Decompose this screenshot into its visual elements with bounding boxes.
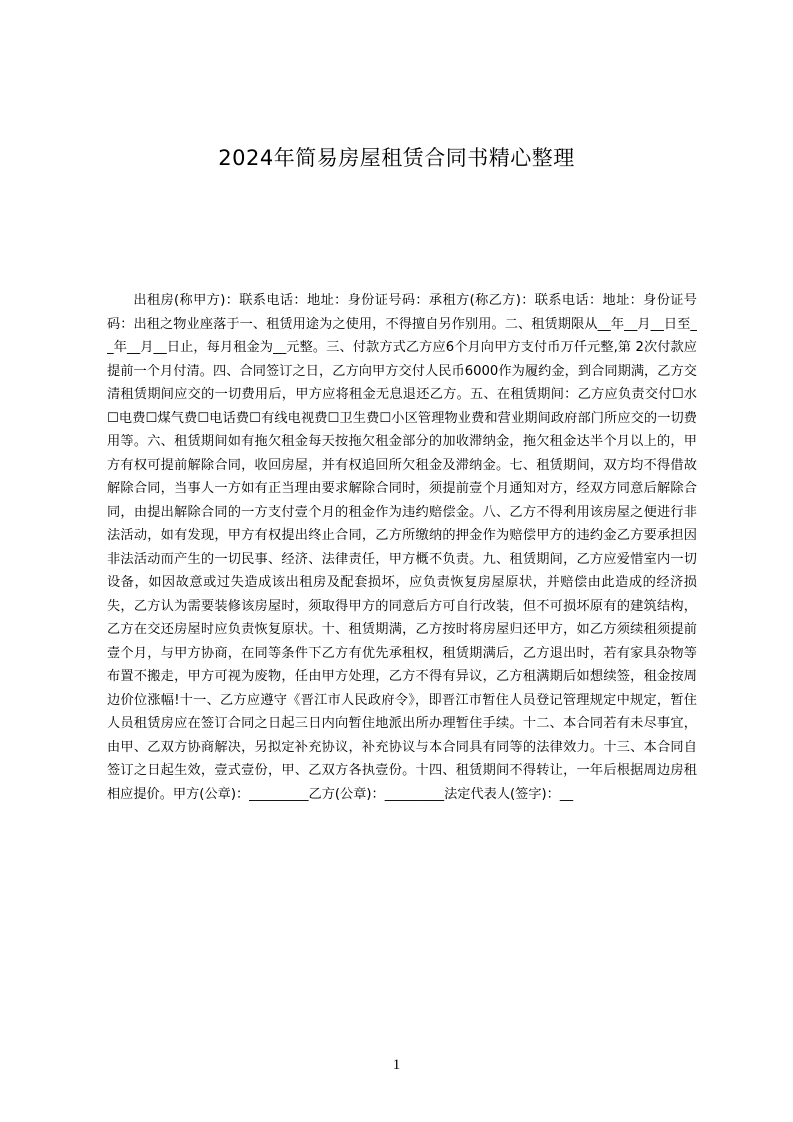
page-number: 1 (392, 1057, 401, 1073)
document-title: 2024年简易房屋租赁合同书精心整理 (218, 146, 575, 170)
contract-body: 出租房(称甲方)：联系电话：地址：身份证号码：承租方(称乙方)：联系电话：地址：身份证号码：出租之物业座落于一、租赁用途为之使用，不得擅自另作别用。二、租赁期限从__年__月__日至__年__月__日止，每月租金为__元整。三、付款方式乙方应6个月向甲方支付币万仟元整,第 2次付款应提前一个月付清。四、合同签订之日，乙方向甲方交付人民币6000作为履约金，到合同期满，乙方交清租赁期间应交的一切费用后，甲方应将租金无息退还乙方。五、在租赁期间：乙方应负责交付☐水☐电费☐煤气费☐电话费☐有线电视费☐卫生费☐小区管理物业费和营业期间政府部门所应交的一切费用等。六、租赁期间如有拖欠租金每天按拖欠租金部分的加收滞纳金，拖欠租金达半个月以上的，甲方有权可提前解除合同，收回房屋，并有权追回所欠租金及滞纳金。七、租赁期间，双方均不得借故解除合同，当事人一方如有正当理由要求解除合同时，须提前壹个月通知对方，经双方同意后解除合同，由提出解除合同的一方支付壹个月的租金作为违约赔偿金。八、乙方不得利用该房屋之便进行非法活动，如有发现，甲方有权提出终止合同，乙方所缴纳的押金作为赔偿甲方的违约金乙方要承担因非法活动而产生的一切民事、经济、法律责任，甲方概不负责。九、租赁期间，乙方应爱惜室内一切设备，如因故意或过失造成该出租房及配套损坏，应负责恢复房屋原状，并赔偿由此造成的经济损失，乙方认为需要装修该房屋时，须取得甲方的同意后方可自行改装，但不可损坏原有的建筑结构，乙方在交还房屋时应负责恢复原状。十、租赁期满，乙方按时将房屋归还甲方，如乙方须续租须提前壹个月，与甲方协商，在同等条件下乙方有优先承租权，租赁期满后，乙方退出时，若有家具杂物等布置不搬走，甲方可视为废物，任由甲方处理，乙方不得有异议，乙方租满期后如想续签，租金按周边价位涨幅!十一、乙方应遵守《晋江市人民政府令》，即晋江市暂住人员登记管理规定中规定，暂住人员租赁房应在签订合同之日起三日内向暂住地派出所办理暂住手续。十二、本合同若有未尽事宜，由甲、乙双方协商解决，另拟定补充协议，补充协议与本合同具有同等的法律效力。十三、本合同自签订之日起生效，壹式壹份，甲、乙双方各执壹份。十四、租赁期间不得转让，一年后根据周边房租相应提价。甲方(公章)：_________乙方(公章)：_________法定代表人(签字)：__ (107, 293, 697, 802)
